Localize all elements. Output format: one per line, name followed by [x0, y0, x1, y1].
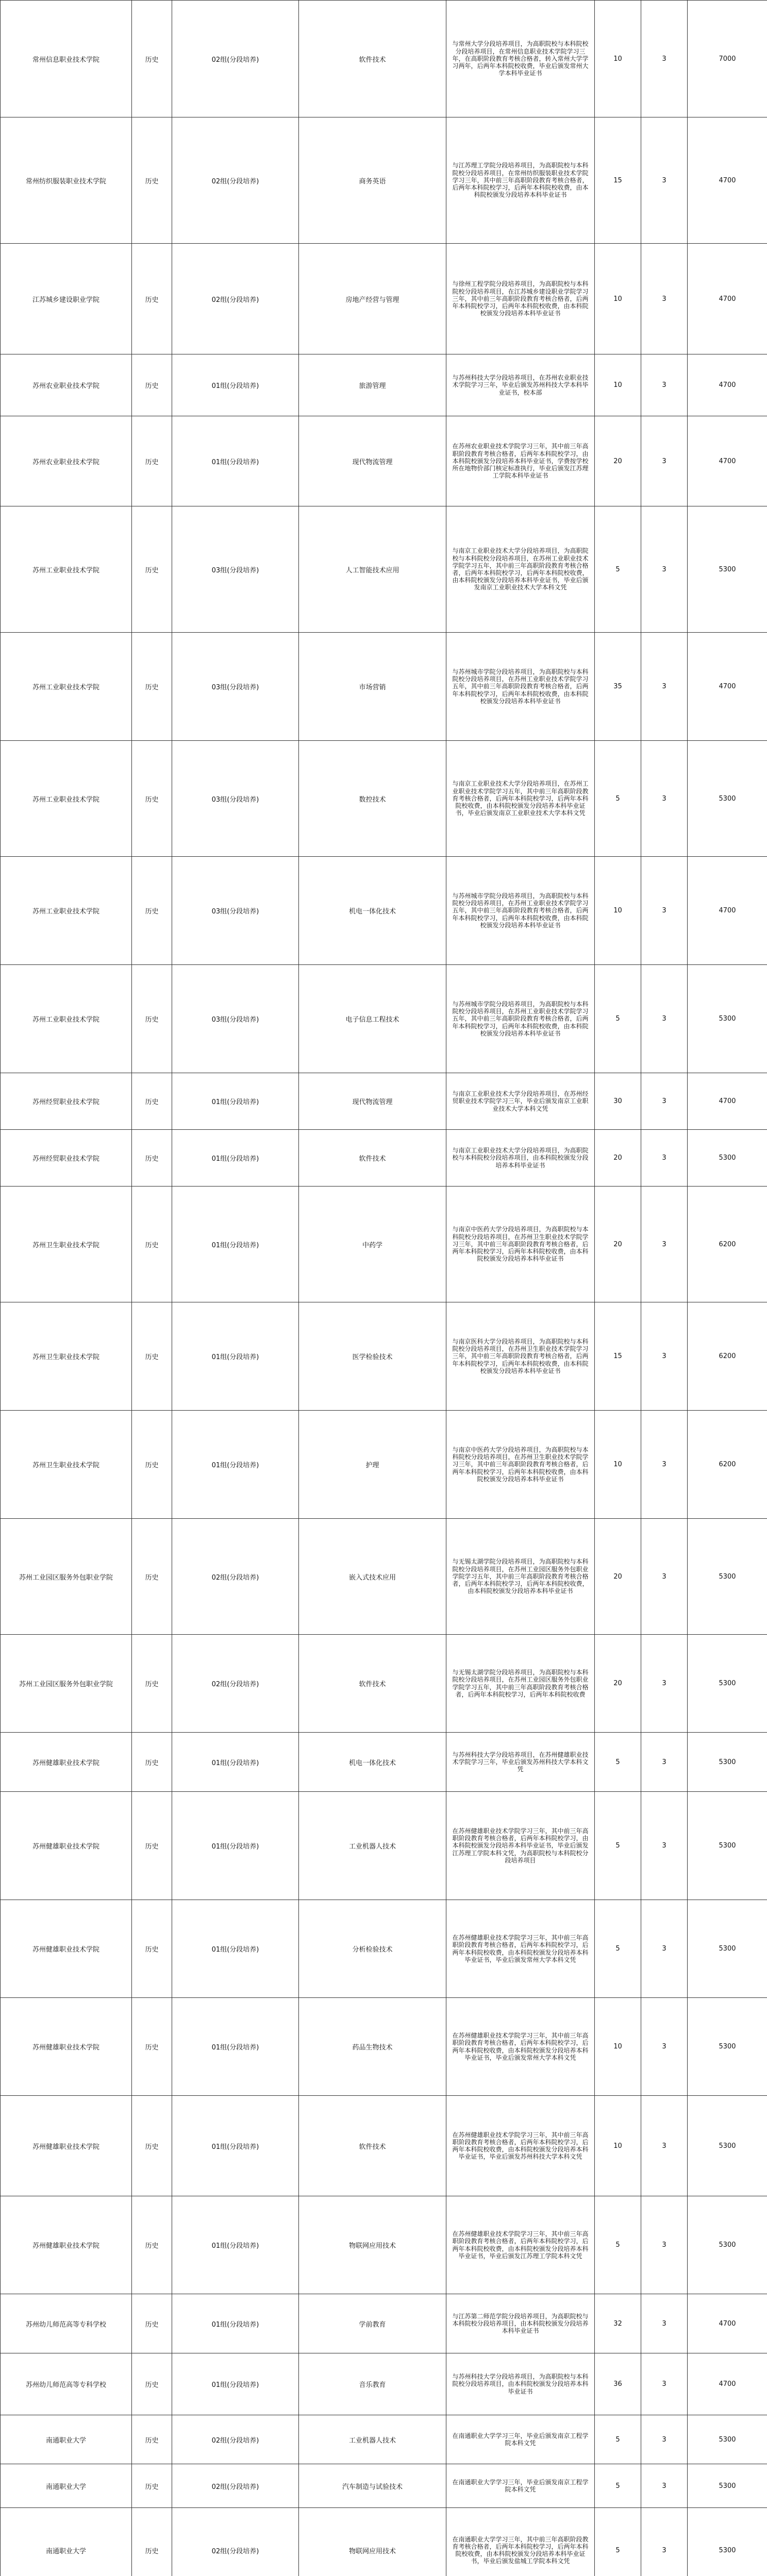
subject-cell: 历史 [132, 1900, 172, 1998]
school-cell: 苏州健雄职业技术学院 [1, 2096, 132, 2196]
subject-cell: 历史 [132, 2096, 172, 2196]
tuition-cell: 4700 [688, 1073, 767, 1130]
subject-cell: 历史 [132, 2508, 172, 2576]
note-cell: 与苏州城市学院分段培养项目，为高职院校与本科院校分段培养项目，在苏州工业职业技术学院学习五年，其中前三年高职阶段教育考核合格者，后两年本科院校学习，后两年本科院校收费，由本科院校颁发分段培养本科毕业证书 [446, 965, 595, 1073]
school-cell: 苏州健雄职业技术学院 [1, 1900, 132, 1998]
tuition-cell: 5300 [688, 1998, 767, 2096]
major-cell: 人工智能技术应用 [299, 506, 446, 633]
major-cell: 工业机器人技术 [299, 2415, 446, 2464]
duration-cell: 3 [641, 1, 688, 117]
table-row [1, 2508, 767, 2576]
table-row [1, 354, 767, 416]
table-row [1, 2353, 767, 2415]
plan-count-cell: 5 [595, 506, 641, 633]
duration-cell: 3 [641, 741, 688, 857]
major-cell: 商务英语 [299, 117, 446, 244]
major-cell: 软件技术 [299, 1635, 446, 1733]
school-cell: 苏州卫生职业技术学院 [1, 1302, 132, 1411]
subject-cell: 历史 [132, 244, 172, 354]
table-row [1, 2294, 767, 2353]
duration-cell: 3 [641, 2096, 688, 2196]
school-cell: 江苏城乡建设职业学院 [1, 244, 132, 354]
duration-cell: 3 [641, 244, 688, 354]
group-cell: 01组(分段培养) [172, 1792, 299, 1900]
major-cell: 机电一体化技术 [299, 857, 446, 965]
school-cell: 苏州工业职业技术学院 [1, 965, 132, 1073]
school-cell: 常州纺织服装职业技术学院 [1, 117, 132, 244]
subject-cell: 历史 [132, 965, 172, 1073]
major-cell: 工业机器人技术 [299, 1792, 446, 1900]
school-cell: 苏州经贸职业技术学院 [1, 1073, 132, 1130]
duration-cell: 3 [641, 506, 688, 633]
note-cell: 与无锡太湖学院分段培养项目，为高职院校与本科院校分段培养项目，在苏州工业园区服务外包职业学院学习五年，其中前三年高职阶段教育考核合格者，后两年本科院校学习，后两年本科院校收费 [446, 1635, 595, 1733]
duration-cell: 3 [641, 1302, 688, 1411]
duration-cell: 3 [641, 965, 688, 1073]
duration-cell: 3 [641, 1792, 688, 1900]
school-cell: 苏州卫生职业技术学院 [1, 1187, 132, 1302]
subject-cell: 历史 [132, 2464, 172, 2508]
note-cell: 在苏州健雄职业技术学院学习三年，其中前三年高职阶段教育考核合格者，后两年本科院校学习，后两年本科院校收费，由本科院校颁发分段培养本科毕业证书，毕业后颁发江苏理工学院本科文凭 [446, 2196, 595, 2294]
tuition-cell: 4700 [688, 2353, 767, 2415]
note-cell: 与南京工业职业技术大学分段培养项目，在苏州经贸职业技术学院学习三年，毕业后颁发南京工业职业技术大学本科文凭 [446, 1073, 595, 1130]
group-cell: 01组(分段培养) [172, 354, 299, 416]
duration-cell: 3 [641, 1130, 688, 1187]
plan-count-cell: 10 [595, 857, 641, 965]
note-cell: 与南京中医药大学分段培养项目，为高职院校与本科院校分段培养项目，在苏州卫生职业技术学院学习三年，其中前三年高职阶段教育考核合格者，后两年本科院校学习，后两年本科院校收费，由本科院校颁发分段培养本科毕业证书 [446, 1187, 595, 1302]
subject-cell: 历史 [132, 2353, 172, 2415]
table-row [1, 416, 767, 506]
tuition-cell: 5300 [688, 2508, 767, 2576]
tuition-cell: 4700 [688, 117, 767, 244]
duration-cell: 3 [641, 2464, 688, 2508]
group-cell: 01组(分段培养) [172, 2096, 299, 2196]
table-row [1, 2096, 767, 2196]
school-cell: 常州信息职业技术学院 [1, 1, 132, 117]
group-cell: 02组(分段培养) [172, 2508, 299, 2576]
major-cell: 软件技术 [299, 1130, 446, 1187]
major-cell: 房地产经营与管理 [299, 244, 446, 354]
tuition-cell: 7000 [688, 1, 767, 117]
group-cell: 01组(分段培养) [172, 1187, 299, 1302]
school-cell: 苏州工业职业技术学院 [1, 857, 132, 965]
subject-cell: 历史 [132, 1733, 172, 1792]
table-row [1, 2464, 767, 2508]
group-cell: 03组(分段培养) [172, 506, 299, 633]
subject-cell: 历史 [132, 1187, 172, 1302]
table-row [1, 1, 767, 117]
major-cell: 软件技术 [299, 1, 446, 117]
plan-count-cell: 20 [595, 1635, 641, 1733]
subject-cell: 历史 [132, 1130, 172, 1187]
plan-count-cell: 5 [595, 1733, 641, 1792]
tuition-cell: 5300 [688, 1900, 767, 1998]
duration-cell: 3 [641, 2353, 688, 2415]
plan-count-cell: 32 [595, 2294, 641, 2353]
table-row [1, 1900, 767, 1998]
duration-cell: 3 [641, 1900, 688, 1998]
duration-cell: 3 [641, 354, 688, 416]
group-cell: 02组(分段培养) [172, 2464, 299, 2508]
plan-count-cell: 5 [595, 965, 641, 1073]
note-cell: 与徐州工程学院分段培养项目，为高职院校与本科院校分段培养项目，在江苏城乡建设职业学院学习三年，其中前三年高职阶段教育考核合格者，后两年本科院校学习，后两年本科院校收费，由本科院校颁发分段培养本科毕业证书 [446, 244, 595, 354]
subject-cell: 历史 [132, 2294, 172, 2353]
school-cell: 苏州卫生职业技术学院 [1, 1411, 132, 1519]
note-cell: 与无锡太湖学院分段培养项目，为高职院校与本科院校分段培养项目，在苏州工业园区服务外包职业学院学习五年，其中前三年高职阶段教育考核合格者，后两年本科院校学习，后两年本科院校收费，由本科院校颁发分段培养本科毕业证书 [446, 1519, 595, 1635]
school-cell: 苏州工业职业技术学院 [1, 741, 132, 857]
major-cell: 中药学 [299, 1187, 446, 1302]
major-cell: 机电一体化技术 [299, 1733, 446, 1792]
duration-cell: 3 [641, 2415, 688, 2464]
note-cell: 与南京工业职业技术大学分段培养项目，为高职院校与本科院校分段培养项目，在苏州工业职业技术学院学习五年，其中前三年高职阶段教育考核合格者，后两年本科院校学习，后两年本科院校收费，由本科院校颁发分段培养本科毕业证书，毕业后颁发南京工业职业技术大学本科文凭 [446, 506, 595, 633]
tuition-cell: 5300 [688, 1733, 767, 1792]
school-cell: 苏州幼儿师范高等专科学校 [1, 2353, 132, 2415]
plan-count-cell: 20 [595, 1130, 641, 1187]
table-row [1, 633, 767, 741]
subject-cell: 历史 [132, 1, 172, 117]
school-cell: 苏州工业职业技术学院 [1, 506, 132, 633]
plan-count-cell: 5 [595, 741, 641, 857]
tuition-cell: 5300 [688, 506, 767, 633]
note-cell: 与南京医科大学分段培养项目，为高职院校与本科院校分段培养项目，在苏州卫生职业技术学院学习三年，其中前三年高职阶段教育考核合格者，后两年本科院校学习，后两年本科院校收费，由本科院校颁发分段培养本科毕业证书 [446, 1302, 595, 1411]
subject-cell: 历史 [132, 1302, 172, 1411]
duration-cell: 3 [641, 2508, 688, 2576]
major-cell: 现代物流管理 [299, 416, 446, 506]
duration-cell: 3 [641, 416, 688, 506]
group-cell: 02组(分段培养) [172, 117, 299, 244]
plan-count-cell: 15 [595, 1302, 641, 1411]
group-cell: 01组(分段培养) [172, 2294, 299, 2353]
duration-cell: 3 [641, 1998, 688, 2096]
note-cell: 与苏州科技大学分段培养项目，在苏州健雄职业技术学院学习三年，毕业后颁发苏州科技大学本科文凭 [446, 1733, 595, 1792]
note-cell: 与江苏第二师范学院分段培养项目，为高职院校与本科院校分段培养项目，由本科院校颁发分段培养本科毕业证书 [446, 2294, 595, 2353]
subject-cell: 历史 [132, 506, 172, 633]
plan-count-cell: 5 [595, 1792, 641, 1900]
note-cell: 在南通职业大学学习三年，毕业后颁发南京工程学院本科文凭 [446, 2415, 595, 2464]
tuition-cell: 4700 [688, 2294, 767, 2353]
major-cell: 电子信息工程技术 [299, 965, 446, 1073]
major-cell: 物联网应用技术 [299, 2508, 446, 2576]
tuition-cell: 5300 [688, 1792, 767, 1900]
school-cell: 南通职业大学 [1, 2415, 132, 2464]
table-row [1, 1302, 767, 1411]
major-cell: 市场营销 [299, 633, 446, 741]
group-cell: 03组(分段培养) [172, 741, 299, 857]
table-row [1, 1792, 767, 1900]
note-cell: 与江苏理工学院分段培养项目，为高职院校与本科院校分段培养项目，在常州纺织服装职业技术学院学习三年，其中前三年高职阶段教育考核合格者，后两年本科院校学习，后两年本科院校收费，由本科院校颁发分段培养本科毕业证书 [446, 117, 595, 244]
subject-cell: 历史 [132, 2415, 172, 2464]
table-row [1, 857, 767, 965]
duration-cell: 3 [641, 633, 688, 741]
table-row [1, 506, 767, 633]
tuition-cell: 4700 [688, 354, 767, 416]
table-body [1, 1, 767, 2576]
group-cell: 02组(分段培养) [172, 1, 299, 117]
school-cell: 南通职业大学 [1, 2464, 132, 2508]
school-cell: 苏州经贸职业技术学院 [1, 1130, 132, 1187]
major-cell: 数控技术 [299, 741, 446, 857]
plan-count-cell: 10 [595, 1, 641, 117]
note-cell: 在苏州健雄职业技术学院学习三年，其中前三年高职阶段教育考核合格者，后两年本科院校学习，后两年本科院校收费，由本科院校颁发分段培养本科毕业证书，毕业后颁发常州大学本科文凭 [446, 1998, 595, 2096]
group-cell: 02组(分段培养) [172, 1519, 299, 1635]
group-cell: 02组(分段培养) [172, 2415, 299, 2464]
tuition-cell: 5300 [688, 965, 767, 1073]
group-cell: 01组(分段培养) [172, 1073, 299, 1130]
school-cell: 苏州健雄职业技术学院 [1, 1733, 132, 1792]
major-cell: 护理 [299, 1411, 446, 1519]
table-row [1, 1635, 767, 1733]
group-cell: 02组(分段培养) [172, 244, 299, 354]
subject-cell: 历史 [132, 741, 172, 857]
tuition-cell: 5300 [688, 741, 767, 857]
tuition-cell: 5300 [688, 2415, 767, 2464]
plan-count-cell: 5 [595, 2464, 641, 2508]
note-cell: 与苏州科技大学分段培养项目，在苏州农业职业技术学院学习三年，毕业后颁发苏州科技大学本科毕业证书，校本部 [446, 354, 595, 416]
note-cell: 在苏州健雄职业技术学院学习三年，其中前三年高职阶段教育考核合格者，后两年本科院校学习，后两年本科院校收费，由本科院校颁发分段培养本科毕业证书，毕业后颁发常州大学本科文凭 [446, 1900, 595, 1998]
table-row [1, 1187, 767, 1302]
note-cell: 与苏州城市学院分段培养项目，为高职院校与本科院校分段培养项目，在苏州工业职业技术学院学习五年，其中前三年高职阶段教育考核合格者，后两年本科院校学习，后两年本科院校收费，由本科院校颁发分段培养本科毕业证书 [446, 633, 595, 741]
major-cell: 软件技术 [299, 2096, 446, 2196]
group-cell: 01组(分段培养) [172, 1302, 299, 1411]
major-cell: 学前教育 [299, 2294, 446, 2353]
note-cell: 与苏州城市学院分段培养项目，为高职院校与本科院校分段培养项目，在苏州工业职业技术学院学习五年，其中前三年高职阶段教育考核合格者，后两年本科院校学习，后两年本科院校收费，由本科院校颁发分段培养本科毕业证书 [446, 857, 595, 965]
major-cell: 现代物流管理 [299, 1073, 446, 1130]
table-row [1, 1519, 767, 1635]
school-cell: 苏州工业园区服务外包职业学院 [1, 1635, 132, 1733]
plan-count-cell: 5 [595, 2508, 641, 2576]
note-cell: 与常州大学分段培养项目，为高职院校与本科院校分段培养项目，在常州信息职业技术学院学习三年，在高职阶段教育考核合格者，转入常州大学学习两年，后两年本科院校收费，毕业后颁发常州大学本科毕业证书 [446, 1, 595, 117]
table-row [1, 965, 767, 1073]
plan-count-cell: 10 [595, 2096, 641, 2196]
major-cell: 物联网应用技术 [299, 2196, 446, 2294]
plan-count-cell: 35 [595, 633, 641, 741]
tuition-cell: 4700 [688, 244, 767, 354]
school-cell: 苏州农业职业技术学院 [1, 354, 132, 416]
table-row [1, 1998, 767, 2096]
plan-count-cell: 36 [595, 2353, 641, 2415]
school-cell: 苏州工业园区服务外包职业学院 [1, 1519, 132, 1635]
table-row [1, 2415, 767, 2464]
group-cell: 01组(分段培养) [172, 1733, 299, 1792]
tuition-cell: 5300 [688, 1130, 767, 1187]
duration-cell: 3 [641, 1635, 688, 1733]
group-cell: 01组(分段培养) [172, 1130, 299, 1187]
tuition-cell: 4700 [688, 857, 767, 965]
group-cell: 03组(分段培养) [172, 633, 299, 741]
note-cell: 在苏州健雄职业技术学院学习三年，其中前三年高职阶段教育考核合格者，后两年本科院校学习，由本科院校颁发分段培养本科毕业证书，毕业后颁发江苏理工学院本科文凭，为高职院校与本科院校分段培养项目 [446, 1792, 595, 1900]
plan-count-cell: 20 [595, 1187, 641, 1302]
group-cell: 03组(分段培养) [172, 965, 299, 1073]
subject-cell: 历史 [132, 1998, 172, 2096]
group-cell: 01组(分段培养) [172, 1998, 299, 2096]
school-cell: 苏州健雄职业技术学院 [1, 2196, 132, 2294]
major-cell: 汽车制造与试验技术 [299, 2464, 446, 2508]
plan-count-cell: 20 [595, 1519, 641, 1635]
tuition-cell: 5300 [688, 2464, 767, 2508]
tuition-cell: 6200 [688, 1302, 767, 1411]
note-cell: 在苏州农业职业技术学院学习三年，其中前三年高职阶段教育考核合格者，后两年本科院校学习，由本科院校颁发分段培养本科毕业证书，学费按学校所在地物价部门核定标准执行，毕业后颁发江苏理工学院本科毕业证书 [446, 416, 595, 506]
table-row [1, 2196, 767, 2294]
plan-count-cell: 5 [595, 1900, 641, 1998]
subject-cell: 历史 [132, 1411, 172, 1519]
plan-count-cell: 20 [595, 416, 641, 506]
plan-count-cell: 30 [595, 1073, 641, 1130]
group-cell: 02组(分段培养) [172, 1635, 299, 1733]
major-cell: 医学检验技术 [299, 1302, 446, 1411]
note-cell: 与苏州科技大学分段培养项目，为高职院校与本科院校分段培养项目，由本科院校颁发分段培养本科毕业证书 [446, 2353, 595, 2415]
group-cell: 01组(分段培养) [172, 416, 299, 506]
group-cell: 01组(分段培养) [172, 1411, 299, 1519]
group-cell: 01组(分段培养) [172, 2353, 299, 2415]
major-cell: 分析检验技术 [299, 1900, 446, 1998]
major-cell: 旅游管理 [299, 354, 446, 416]
school-cell: 苏州健雄职业技术学院 [1, 1792, 132, 1900]
school-cell: 苏州农业职业技术学院 [1, 416, 132, 506]
plan-count-cell: 10 [595, 1411, 641, 1519]
subject-cell: 历史 [132, 633, 172, 741]
tuition-cell: 5300 [688, 1635, 767, 1733]
plan-count-cell: 10 [595, 1998, 641, 2096]
duration-cell: 3 [641, 117, 688, 244]
group-cell: 01组(分段培养) [172, 1900, 299, 1998]
duration-cell: 3 [641, 2196, 688, 2294]
major-cell: 药品生物技术 [299, 1998, 446, 2096]
duration-cell: 3 [641, 2294, 688, 2353]
tuition-cell: 4700 [688, 416, 767, 506]
plan-count-cell: 15 [595, 117, 641, 244]
tuition-cell: 4700 [688, 633, 767, 741]
subject-cell: 历史 [132, 416, 172, 506]
table-row [1, 244, 767, 354]
tuition-cell: 5300 [688, 1519, 767, 1635]
note-cell: 与南京工业职业技术大学分段培养项目，为高职院校与本科院校分段培养项目，由本科院校颁发分段培养本科毕业证书 [446, 1130, 595, 1187]
group-cell: 03组(分段培养) [172, 857, 299, 965]
plan-count-cell: 5 [595, 2196, 641, 2294]
duration-cell: 3 [641, 1733, 688, 1792]
plan-count-cell: 10 [595, 354, 641, 416]
tuition-cell: 6200 [688, 1187, 767, 1302]
school-cell: 苏州健雄职业技术学院 [1, 1998, 132, 2096]
tuition-cell: 5300 [688, 2096, 767, 2196]
duration-cell: 3 [641, 857, 688, 965]
school-cell: 南通职业大学 [1, 2508, 132, 2576]
school-cell: 苏州幼儿师范高等专科学校 [1, 2294, 132, 2353]
note-cell: 在南通职业大学学习三年，毕业后颁发南京工程学院本科文凭 [446, 2464, 595, 2508]
table-row [1, 1130, 767, 1187]
note-cell: 与南京工业职业技术大学分段培养项目，在苏州工业职业技术学院学习五年，其中前三年高职阶段教育考核合格者，后两年本科院校学习，后两年本科院校收费，由本科院校颁发分段培养本科毕业证书，毕业后颁发南京工业职业技术大学本科文凭 [446, 741, 595, 857]
note-cell: 在苏州健雄职业技术学院学习三年，其中前三年高职阶段教育考核合格者，后两年本科院校学习，后两年本科院校收费，由本科院校颁发分段培养本科毕业证书，毕业后颁发苏州科技大学本科文凭 [446, 2096, 595, 2196]
subject-cell: 历史 [132, 1073, 172, 1130]
subject-cell: 历史 [132, 1519, 172, 1635]
subject-cell: 历史 [132, 1792, 172, 1900]
note-cell: 在南通职业大学学习三年，其中前三年高职阶段教育考核合格者，后两年本科院校学习，后两年本科院校收费，由本科院校颁发分段培养本科毕业证书，毕业后颁发盐城工学院本科文凭 [446, 2508, 595, 2576]
major-cell: 嵌入式技术应用 [299, 1519, 446, 1635]
duration-cell: 3 [641, 1187, 688, 1302]
school-cell: 苏州工业职业技术学院 [1, 633, 132, 741]
duration-cell: 3 [641, 1519, 688, 1635]
table-row [1, 117, 767, 244]
subject-cell: 历史 [132, 117, 172, 244]
group-cell: 01组(分段培养) [172, 2196, 299, 2294]
subject-cell: 历史 [132, 857, 172, 965]
tuition-cell: 5300 [688, 2196, 767, 2294]
subject-cell: 历史 [132, 354, 172, 416]
major-cell: 音乐教育 [299, 2353, 446, 2415]
table-row [1, 1733, 767, 1792]
duration-cell: 3 [641, 1411, 688, 1519]
plan-count-cell: 10 [595, 244, 641, 354]
duration-cell: 3 [641, 1073, 688, 1130]
tuition-cell: 6200 [688, 1411, 767, 1519]
subject-cell: 历史 [132, 2196, 172, 2294]
plan-count-cell: 5 [595, 2415, 641, 2464]
table-row [1, 1411, 767, 1519]
note-cell: 与南京中医药大学分段培养项目，为高职院校与本科院校分段培养项目，在苏州卫生职业技术学院学习三年，其中前三年高职阶段教育考核合格者，后两年本科院校学习，后两年本科院校收费，由本科院校颁发分段培养本科毕业证书 [446, 1411, 595, 1519]
table-row [1, 741, 767, 857]
subject-cell: 历史 [132, 1635, 172, 1733]
table-row [1, 1073, 767, 1130]
